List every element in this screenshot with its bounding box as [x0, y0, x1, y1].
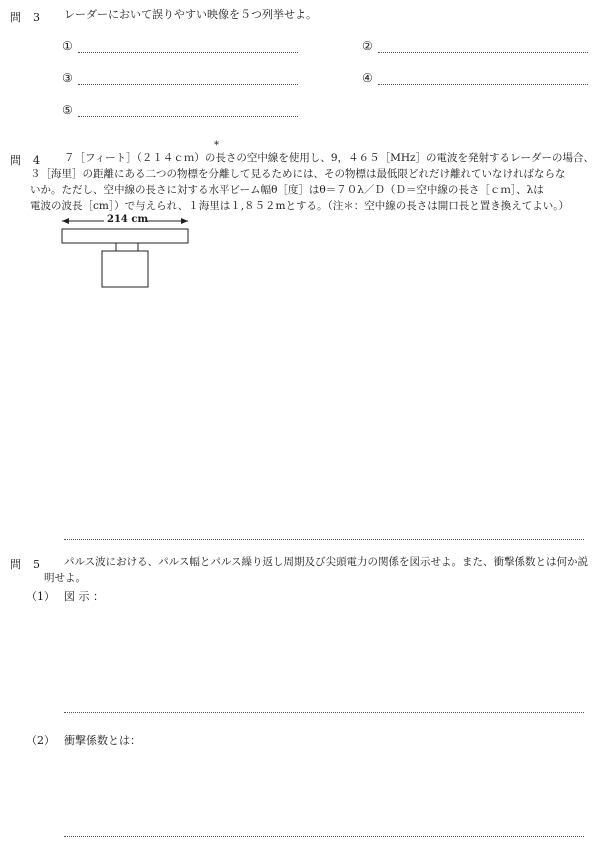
q3-number: 問 3 — [10, 11, 41, 24]
q3-answer-5-line[interactable] — [78, 116, 298, 117]
q3-answer-3-line[interactable] — [78, 84, 298, 85]
q4-line-4: 電波の波長［cm］）で与えられ、１海里は１,８５２mとする。（注＊：空中線の長さは開口長と置き換えてよい。） — [30, 200, 570, 212]
dimension-arrow-right — [181, 218, 188, 224]
q3-prompt: レーダーにおいて誤りやすい映像を５つ列挙せよ。 — [64, 8, 317, 21]
q4-number: 問 4 — [10, 154, 41, 167]
q5-line-2: 明せよ。 — [44, 572, 86, 584]
q4-answer-line[interactable] — [64, 539, 584, 540]
dimension-label: 214 cm — [107, 214, 149, 225]
q5-line-1: パルス波における、パルス幅とパルス繰り返し周期及び尖頭電力の関係を図示せよ。また、衝撃係数とは何か説 — [64, 556, 589, 568]
q3-answer-5-mark: ⑤ — [62, 103, 73, 117]
q4-line-1: ７［フィート］（２１４ｃｍ）の長さの空中線を使用し、9，４６５［MHz］の電波を発射するレーダーの場合、 — [64, 152, 595, 164]
q5-part1-answer-line[interactable] — [64, 712, 584, 713]
q5-part1-label: （1） — [26, 590, 55, 603]
q5-part2-label: （2） — [26, 734, 55, 747]
antenna-mount — [116, 243, 138, 251]
q3-answer-3-mark: ③ — [62, 71, 73, 85]
q3-answer-4-mark: ④ — [362, 71, 373, 85]
q5-number: 問 5 — [10, 558, 41, 571]
antenna-bar — [62, 229, 188, 243]
q5-part1-text: 図 示 ： — [64, 590, 104, 603]
q3-answer-2-mark: ② — [362, 39, 373, 53]
dimension-arrow-left — [62, 218, 69, 224]
q4-line-2: ３［海里］の距離にある二つの物標を分離して見るためには、その物標は最低限どれだけ離れていなければならな — [30, 168, 566, 180]
q5-part2-text: 衝撃係数とは： — [64, 734, 141, 747]
q5-part2-answer-line[interactable] — [64, 836, 584, 837]
q3-answer-1-line[interactable] — [78, 52, 298, 53]
q4-line-3: いか。ただし、空中線の長さに対する水平ビーム幅θ［度］はθ＝７０λ／Ｄ（Ｄ＝空中線の長さ［ｃｍ］、λは — [30, 184, 544, 196]
q3-answer-2-line[interactable] — [378, 52, 588, 53]
q3-answer-4-line[interactable] — [378, 84, 588, 85]
q4-asterisk: * — [214, 140, 219, 151]
antenna-base — [102, 251, 148, 287]
q3-answer-1-mark: ① — [62, 39, 73, 53]
